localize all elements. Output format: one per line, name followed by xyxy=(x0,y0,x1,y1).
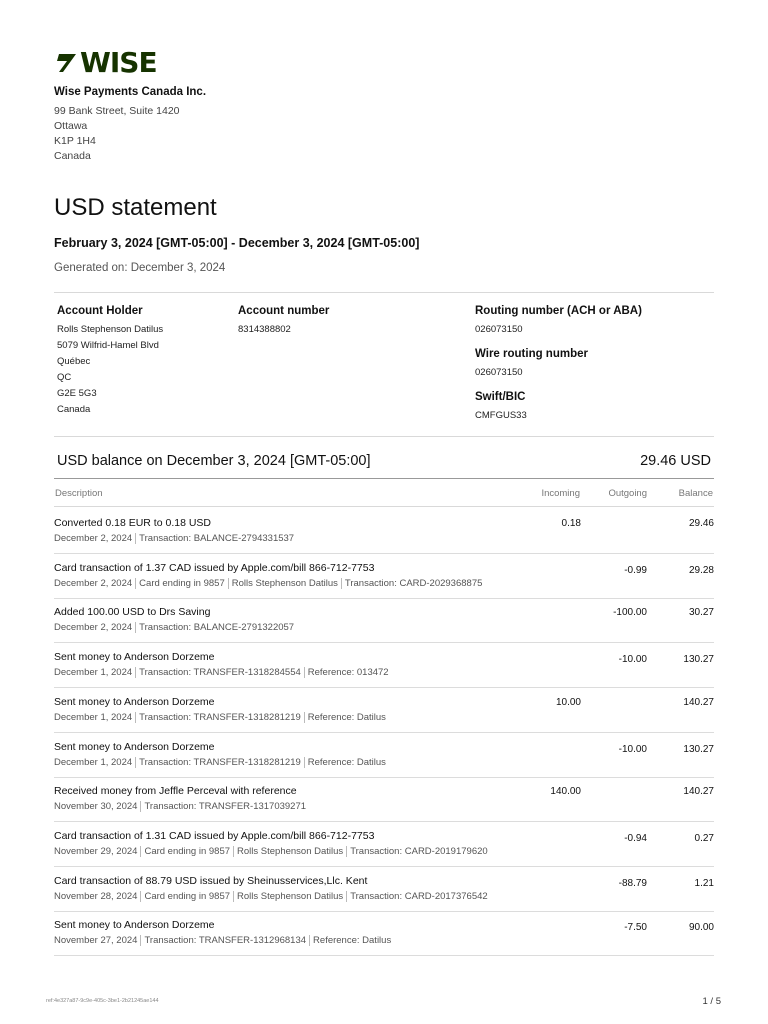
row-meta xyxy=(54,622,294,633)
meta-item: Transaction: TRANSFER-1318284554 xyxy=(135,667,301,678)
row-incoming: 0.18 xyxy=(561,518,581,529)
row-description: Card transaction of 1.37 CAD issued by Apple.com/bill 866-712-7753 xyxy=(54,561,375,574)
balance-divider xyxy=(54,478,714,479)
row-outgoing: -100.00 xyxy=(613,607,647,619)
meta-item: Reference: Datilus xyxy=(304,757,386,768)
meta-item: December 1, 2024 xyxy=(54,756,133,768)
meta-item: Transaction: CARD-2019179620 xyxy=(346,846,487,857)
meta-item: Transaction: TRANSFER-1317039271 xyxy=(140,801,306,812)
row-meta xyxy=(54,801,306,812)
meta-item: Reference: Datilus xyxy=(309,935,391,946)
account-number: 8314388802 xyxy=(238,324,291,335)
row-outgoing: -10.00 xyxy=(618,654,647,666)
meta-item: Card ending in 9857 xyxy=(140,891,230,902)
row-balance: 1.21 xyxy=(694,877,714,889)
row-description: Sent money to Anderson Dorzeme xyxy=(54,740,215,753)
holder-line: G2E 5G3 xyxy=(57,388,97,399)
table-row xyxy=(54,734,714,778)
statement-title: USD statement xyxy=(54,194,217,221)
row-meta xyxy=(54,891,488,902)
meta-item: Transaction: TRANSFER-1318281219 xyxy=(135,712,301,723)
brand-name: WISE xyxy=(80,46,157,79)
row-meta xyxy=(54,757,386,768)
table-row xyxy=(54,510,714,554)
statement-period: February 3, 2024 [GMT-05:00] - December 3, 2024 [GMT-05:00] xyxy=(54,236,420,250)
address-line: Ottawa xyxy=(54,120,88,132)
meta-item: December 2, 2024 xyxy=(54,622,133,634)
holder-line: 5079 Wilfrid-Hamel Blvd xyxy=(57,340,159,351)
meta-item: December 1, 2024 xyxy=(54,711,133,723)
company-address xyxy=(54,104,180,164)
row-meta xyxy=(54,935,391,946)
row-meta xyxy=(54,846,488,857)
row-balance: 30.27 xyxy=(688,607,714,619)
wise-logo xyxy=(54,46,157,79)
holder-line: Canada xyxy=(57,404,91,415)
row-incoming: 10.00 xyxy=(555,696,581,708)
table-row xyxy=(54,912,714,956)
meta-item: November 28, 2024 xyxy=(54,890,138,902)
holder-line: QC xyxy=(57,372,72,383)
balance-label: USD balance on December 3, 2024 [GMT-05:00] xyxy=(57,453,371,469)
col-header-incoming: Incoming xyxy=(541,488,580,499)
row-outgoing: -0.99 xyxy=(624,564,647,576)
meta-item: Transaction: CARD-2029368875 xyxy=(341,578,482,589)
row-balance: 140.27 xyxy=(683,696,714,708)
row-description: Card transaction of 88.79 USD issued by Sheinusservices,Llc. Kent xyxy=(54,874,368,887)
header-divider xyxy=(54,506,714,507)
row-balance: 29.46 xyxy=(688,518,714,529)
meta-item: Transaction: BALANCE-2794331537 xyxy=(135,533,294,544)
meta-item: Transaction: TRANSFER-1318281219 xyxy=(135,757,301,768)
row-outgoing: -0.94 xyxy=(624,832,647,844)
row-incoming: 140.00 xyxy=(550,786,581,798)
wire-routing-number: 026073150 xyxy=(475,367,523,378)
row-meta xyxy=(54,667,389,678)
holder-line: Rolls Stephenson Datilus xyxy=(57,324,164,335)
meta-item: Rolls Stephenson Datilus xyxy=(233,891,343,902)
row-divider xyxy=(54,955,714,956)
col-header-outgoing: Outgoing xyxy=(608,488,647,499)
table-row xyxy=(54,644,714,688)
row-outgoing: -7.50 xyxy=(624,922,647,934)
meta-item: December 2, 2024 xyxy=(54,577,133,589)
row-outgoing: -10.00 xyxy=(618,743,647,755)
footer-reference: ref:4e327a87-9c9e-405c-3be1-2b21245ae144 xyxy=(46,998,159,1004)
meta-item: Reference: 013472 xyxy=(304,667,389,678)
account-holder-details xyxy=(57,322,163,418)
meta-item: November 27, 2024 xyxy=(54,935,138,947)
swift-label: Swift/BIC xyxy=(475,391,526,403)
row-description: Sent money to Anderson Dorzeme xyxy=(54,919,215,932)
row-meta xyxy=(54,578,482,589)
wise-flag-icon xyxy=(54,52,78,74)
row-balance: 140.27 xyxy=(683,786,714,798)
wire-routing-label: Wire routing number xyxy=(475,348,588,360)
meta-item: Rolls Stephenson Datilus xyxy=(233,846,343,857)
meta-item: November 29, 2024 xyxy=(54,845,138,857)
company-name: Wise Payments Canada Inc. xyxy=(54,86,207,98)
holder-line: Québec xyxy=(57,356,91,367)
meta-item: Card ending in 9857 xyxy=(140,846,230,857)
divider xyxy=(54,436,714,437)
generated-date: Generated on: December 3, 2024 xyxy=(54,262,226,274)
row-outgoing: -88.79 xyxy=(618,877,647,889)
row-balance: 0.27 xyxy=(694,832,714,844)
address-line: K1P 1H4 xyxy=(54,135,96,147)
meta-item: December 2, 2024 xyxy=(54,533,133,544)
table-row xyxy=(54,689,714,733)
row-balance: 29.28 xyxy=(688,564,714,576)
meta-item: November 30, 2024 xyxy=(54,801,138,813)
meta-item: December 1, 2024 xyxy=(54,667,133,679)
routing-number-label: Routing number (ACH or ABA) xyxy=(475,305,642,317)
routing-number: 026073150 xyxy=(475,324,523,335)
meta-item: Reference: Datilus xyxy=(304,712,386,723)
col-header-description: Description xyxy=(55,488,103,499)
account-holder-label: Account Holder xyxy=(57,305,143,317)
row-description: Received money from Jeffle Perceval with reference xyxy=(54,785,297,798)
page-number: 1 / 5 xyxy=(702,996,721,1007)
address-line: Canada xyxy=(54,150,91,162)
meta-item: Card ending in 9857 xyxy=(135,578,225,589)
col-header-balance: Balance xyxy=(678,488,713,499)
address-line: 99 Bank Street, Suite 1420 xyxy=(54,105,180,117)
row-description: Added 100.00 USD to Drs Saving xyxy=(54,606,211,619)
row-description: Converted 0.18 EUR to 0.18 USD xyxy=(54,517,211,529)
meta-item: Transaction: TRANSFER-1312968134 xyxy=(140,935,306,946)
meta-item: Transaction: BALANCE-2791322057 xyxy=(135,622,294,633)
table-row xyxy=(54,778,714,822)
table-row xyxy=(54,599,714,643)
divider xyxy=(54,292,714,293)
row-description: Sent money to Anderson Dorzeme xyxy=(54,651,215,664)
row-description: Sent money to Anderson Dorzeme xyxy=(54,695,215,708)
table-row xyxy=(54,823,714,867)
row-balance: 130.27 xyxy=(683,743,714,755)
balance-amount: 29.46 USD xyxy=(640,453,711,469)
row-description: Card transaction of 1.31 CAD issued by Apple.com/bill 866-712-7753 xyxy=(54,829,375,842)
row-meta xyxy=(54,533,294,544)
meta-item: Rolls Stephenson Datilus xyxy=(228,578,338,589)
row-meta xyxy=(54,712,386,723)
row-balance: 90.00 xyxy=(688,922,714,934)
swift-code: CMFGUS33 xyxy=(475,410,527,421)
row-balance: 130.27 xyxy=(683,654,714,666)
meta-item: Transaction: CARD-2017376542 xyxy=(346,891,487,902)
account-number-label: Account number xyxy=(238,305,330,317)
table-row xyxy=(54,868,714,912)
table-row xyxy=(54,555,714,599)
